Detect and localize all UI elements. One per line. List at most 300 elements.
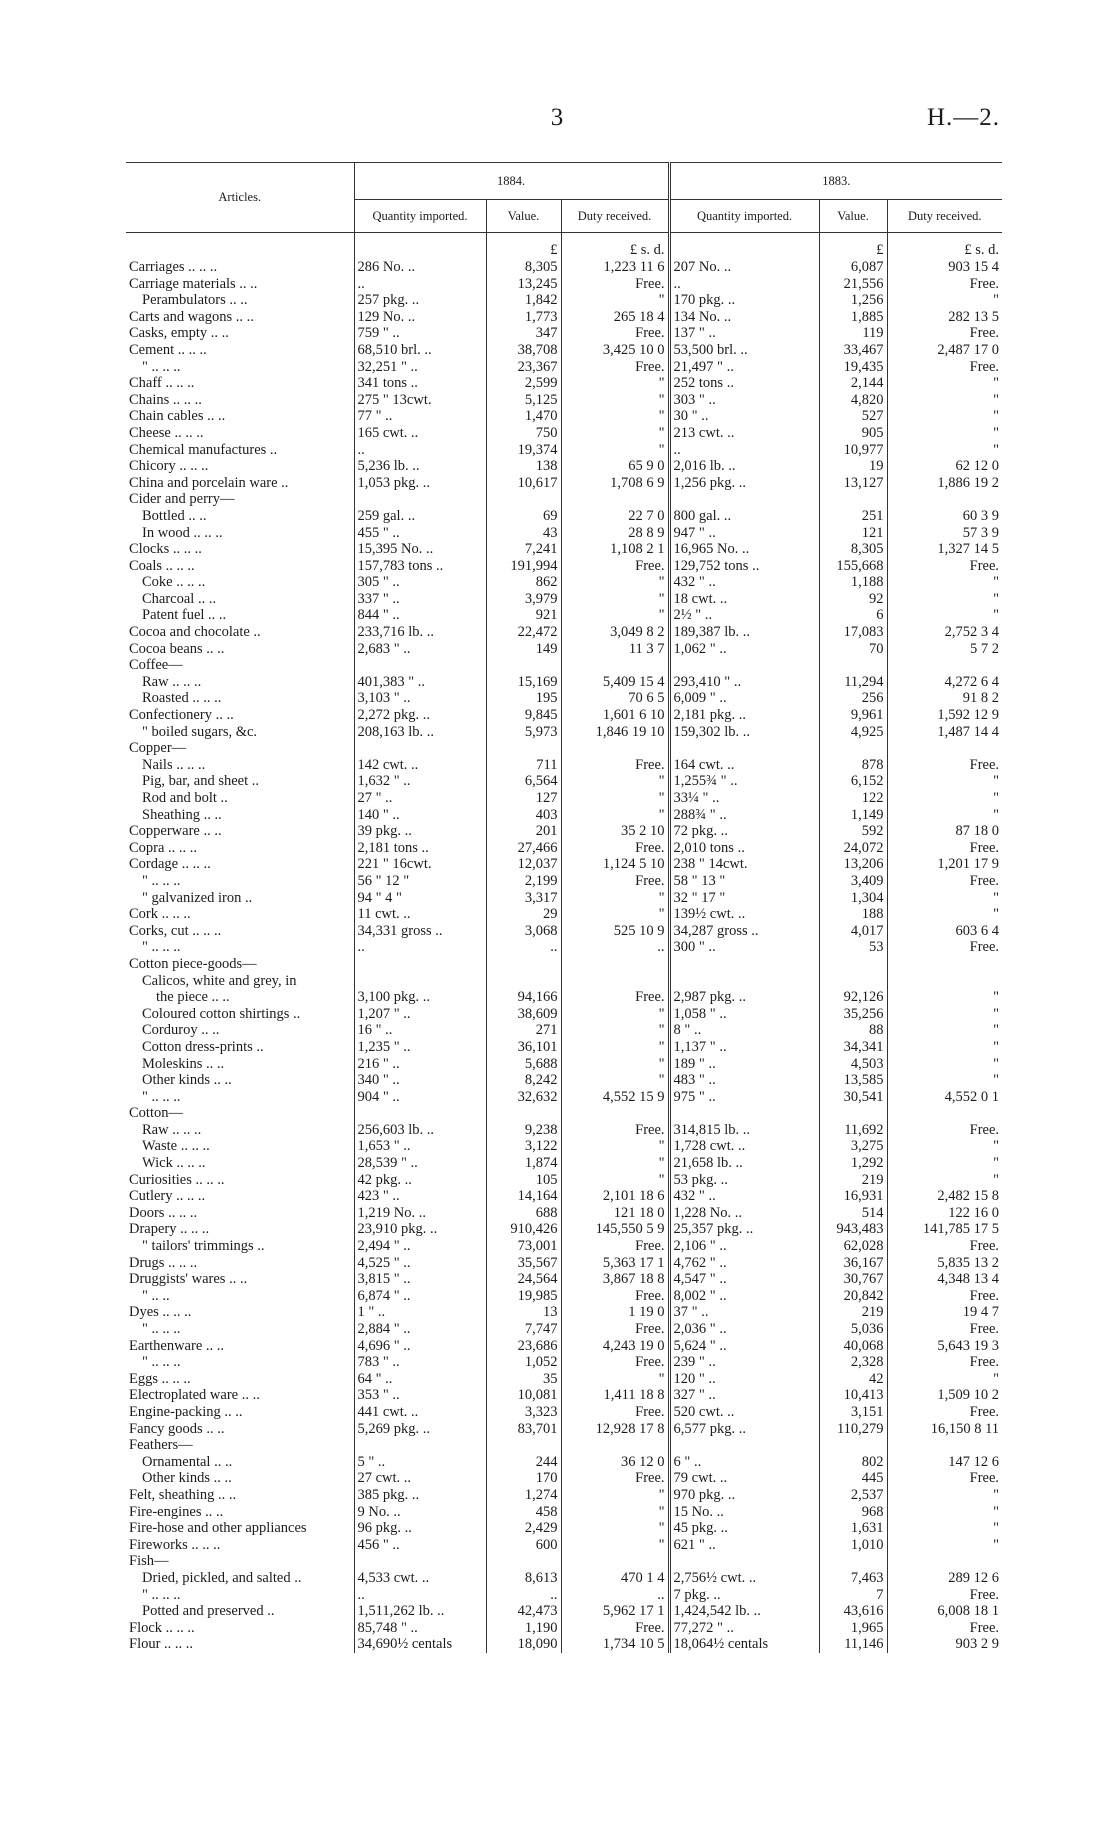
qty-1883-cell [669, 1553, 819, 1570]
table-row [126, 325, 1002, 342]
qty-1883-cell: 1,062 " .. [669, 641, 819, 658]
duty-1884-cell: Free. [561, 359, 669, 376]
qty-1884-cell [354, 491, 486, 508]
value-1883-cell: 42 [819, 1371, 887, 1388]
table-row [126, 956, 1002, 973]
table-row [126, 624, 1002, 641]
duty-1883-cell: Free. [887, 359, 1002, 376]
table-row [126, 458, 1002, 475]
value-1884-cell: 27,466 [486, 840, 561, 857]
value-1884-cell [486, 973, 561, 990]
table-row [126, 442, 1002, 459]
article-name-cell: Cocoa beans .. .. [129, 640, 225, 657]
qty-1883-cell: 239 " .. [669, 1354, 819, 1371]
qty-1884-cell: 5,269 pkg. .. [354, 1421, 486, 1438]
table-row [126, 840, 1002, 857]
duty-1884-cell: 5,962 17 1 [561, 1603, 669, 1620]
duty-1884-cell: 65 9 0 [561, 458, 669, 475]
article-name-cell: Copperware .. .. [129, 823, 222, 840]
duty-1883-cell: Free. [887, 1354, 1002, 1371]
value-1884-cell: 138 [486, 458, 561, 475]
article-name-cell: Cordage .. .. .. [129, 856, 211, 873]
value-1884-cell: 19,985 [486, 1288, 561, 1305]
qty-1883-cell: 139½ cwt. .. [669, 906, 819, 923]
qty-1884-cell: 2,272 pkg. .. [354, 707, 486, 724]
duty-1884-cell: 1,601 6 10 [561, 707, 669, 724]
article-name-cell: Raw .. .. .. [142, 1121, 202, 1138]
qty-1883-cell: 33¼ " .. [669, 790, 819, 807]
duty-1883-cell: Free. [887, 1404, 1002, 1421]
qty-1883-cell: 2½ " .. [669, 607, 819, 624]
value-1884-cell: 688 [486, 1205, 561, 1222]
duty-1883-cell [887, 740, 1002, 757]
value-1883-cell: 62,028 [819, 1238, 887, 1255]
table-row [126, 1504, 1002, 1521]
duty-1883-cell: 16,150 8 11 [887, 1421, 1002, 1438]
value-1884-cell: 73,001 [486, 1238, 561, 1255]
qty-1884-cell: 2,181 tons .. [354, 840, 486, 857]
qty-1883-cell: 432 " .. [669, 1188, 819, 1205]
duty-1883-cell: " [887, 989, 1002, 1006]
value-1883-cell: 92 [819, 591, 887, 608]
article-name-cell: " tailors' trimmings .. [142, 1238, 265, 1255]
table-row [126, 1636, 1002, 1653]
article-name-cell: Charcoal .. .. [142, 590, 217, 607]
qty-1883-cell: 159,302 lb. .. [669, 724, 819, 741]
value-1883-cell: 17,083 [819, 624, 887, 641]
table-row [126, 641, 1002, 658]
duty-1884-cell: " [561, 1520, 669, 1537]
qty-1884-cell: 27 " .. [354, 790, 486, 807]
article-name-cell: Perambulators .. .. [142, 292, 248, 309]
qty-1884-cell: 401,383 " .. [354, 674, 486, 691]
value-1884-cell: 910,426 [486, 1221, 561, 1238]
value-1884-cell: 35,567 [486, 1255, 561, 1272]
qty-1883-cell [669, 1437, 819, 1454]
table-row [126, 690, 1002, 707]
value-1884-cell: 3,068 [486, 923, 561, 940]
qty-1883-cell: 34,287 gross .. [669, 923, 819, 940]
duty-1884-cell [561, 1553, 669, 1570]
table-row [126, 1371, 1002, 1388]
article-name-cell: Coffee— [129, 657, 183, 674]
article-name-cell: Doors .. .. .. [129, 1204, 198, 1221]
duty-1883-cell: 19 4 7 [887, 1304, 1002, 1321]
duty-1883-cell: 6,008 18 1 [887, 1603, 1002, 1620]
qty-1884-cell: 385 pkg. .. [354, 1487, 486, 1504]
duty-1883-cell: 4,272 6 4 [887, 674, 1002, 691]
value-1883-cell: 34,341 [819, 1039, 887, 1056]
value-1883-cell [819, 491, 887, 508]
qty-1883-cell: 2,016 lb. .. [669, 458, 819, 475]
qty-1883-cell: 72 pkg. .. [669, 823, 819, 840]
value-1883-cell: 11,146 [819, 1636, 887, 1653]
value-1883-cell: 11,294 [819, 674, 887, 691]
value-1883-cell: 43,616 [819, 1603, 887, 1620]
article-name-cell: Nails .. .. .. [142, 756, 206, 773]
value-1883-cell: 6 [819, 607, 887, 624]
table-row [126, 740, 1002, 757]
value-1883-cell: 4,503 [819, 1056, 887, 1073]
duty-1884-cell: " [561, 1006, 669, 1023]
qty-1884-cell [354, 740, 486, 757]
duty-1884-cell: 3,867 18 8 [561, 1271, 669, 1288]
article-name-cell: Copper— [129, 740, 187, 757]
value-1884-cell: 149 [486, 641, 561, 658]
value-1884-cell [486, 740, 561, 757]
qty-1884-cell: 275 " 13cwt. [354, 392, 486, 409]
value-1883-cell: 3,151 [819, 1404, 887, 1421]
value-1883-cell: 9,961 [819, 707, 887, 724]
value-1883-cell: 7,463 [819, 1570, 887, 1587]
value-1883-cell: 251 [819, 508, 887, 525]
qty-1883-cell: 4,547 " .. [669, 1271, 819, 1288]
article-name-cell: Fire-engines .. .. [129, 1503, 224, 1520]
duty-1884-cell: Free. [561, 840, 669, 857]
duty-1884-cell: Free. [561, 1470, 669, 1487]
table-row [126, 1271, 1002, 1288]
value-1883-cell: 119 [819, 325, 887, 342]
duty-1884-cell [561, 740, 669, 757]
duty-1884-cell: " [561, 392, 669, 409]
value-1884-cell: 12,037 [486, 856, 561, 873]
qty-1883-cell: 1,255¾ " .. [669, 773, 819, 790]
article-name-cell: Chemical manufactures .. [129, 441, 278, 458]
qty-1883-cell [669, 491, 819, 508]
duty-1883-cell [887, 956, 1002, 973]
value-1884-cell [486, 1105, 561, 1122]
value-1884-cell: 458 [486, 1504, 561, 1521]
table-row [126, 1155, 1002, 1172]
table-row [126, 1072, 1002, 1089]
duty-1883-cell: " [887, 442, 1002, 459]
qty-1883-cell: 1,137 " .. [669, 1039, 819, 1056]
value-1884-cell: 750 [486, 425, 561, 442]
table-row [126, 890, 1002, 907]
duty-1883-cell: 1,886 19 2 [887, 475, 1002, 492]
qty-1883-cell [669, 740, 819, 757]
article-name-cell: In wood .. .. .. [142, 524, 223, 541]
duty-1883-cell [887, 491, 1002, 508]
value-1884-cell: 201 [486, 823, 561, 840]
value-1884-cell [486, 1553, 561, 1570]
duty-1883-header: Duty received. [887, 200, 1002, 233]
duty-1884-cell: 1,223 11 6 [561, 259, 669, 276]
unit-lsd-1883: £ s. d. [887, 233, 1002, 260]
duty-1883-cell: Free. [887, 1470, 1002, 1487]
duty-1883-cell: " [887, 607, 1002, 624]
table-row [126, 1437, 1002, 1454]
qty-1884-cell: 68,510 brl. .. [354, 342, 486, 359]
value-1884-cell: 6,564 [486, 773, 561, 790]
duty-1883-cell: 122 16 0 [887, 1205, 1002, 1222]
duty-1883-cell: " [887, 392, 1002, 409]
qty-1884-cell: 783 " .. [354, 1354, 486, 1371]
qty-1883-cell: 1,058 " .. [669, 1006, 819, 1023]
value-1883-cell: 188 [819, 906, 887, 923]
qty-1884-cell: 441 cwt. .. [354, 1404, 486, 1421]
duty-1884-cell: Free. [561, 1288, 669, 1305]
duty-1883-cell: " [887, 574, 1002, 591]
value-1884-cell: 35 [486, 1371, 561, 1388]
duty-1883-cell: " [887, 1537, 1002, 1554]
value-1883-cell: 10,977 [819, 442, 887, 459]
duty-1884-cell: 35 2 10 [561, 823, 669, 840]
duty-1884-cell: " [561, 1487, 669, 1504]
qty-1883-cell: 1,256 pkg. .. [669, 475, 819, 492]
value-1884-cell: 8,242 [486, 1072, 561, 1089]
qty-1883-cell: 21,658 lb. .. [669, 1155, 819, 1172]
duty-1883-cell: 5 7 2 [887, 641, 1002, 658]
value-1883-cell: 13,206 [819, 856, 887, 873]
qty-1884-cell: 1,053 pkg. .. [354, 475, 486, 492]
qty-1883-cell: 252 tons .. [669, 375, 819, 392]
qty-1883-cell: 8 " .. [669, 1022, 819, 1039]
value-1884-cell: 32,632 [486, 1089, 561, 1106]
duty-1883-cell: " [887, 1006, 1002, 1023]
table-row [126, 1553, 1002, 1570]
value-1883-cell: 219 [819, 1304, 887, 1321]
value-1883-cell [819, 657, 887, 674]
value-1883-cell: 20,842 [819, 1288, 887, 1305]
qty-1884-cell: 96 pkg. .. [354, 1520, 486, 1537]
duty-1884-cell [561, 956, 669, 973]
duty-1883-cell: Free. [887, 1620, 1002, 1637]
qty-1884-cell: 6,874 " .. [354, 1288, 486, 1305]
article-name-cell: Chains .. .. .. [129, 391, 202, 408]
value-1883-cell: 802 [819, 1454, 887, 1471]
duty-1883-cell: 603 6 4 [887, 923, 1002, 940]
duty-1884-cell: " [561, 1039, 669, 1056]
value-1883-cell: 1,292 [819, 1155, 887, 1172]
duty-1883-cell: Free. [887, 873, 1002, 890]
value-1883-cell: 1,885 [819, 309, 887, 326]
article-name-cell: Earthenware .. .. [129, 1337, 225, 1354]
duty-1884-cell: " [561, 790, 669, 807]
qty-1883-cell: 327 " .. [669, 1387, 819, 1404]
value-1883-cell: 36,167 [819, 1255, 887, 1272]
value-1883-cell: 10,413 [819, 1387, 887, 1404]
table-row [126, 259, 1002, 276]
qty-1883-cell [669, 956, 819, 973]
table-row [126, 359, 1002, 376]
qty-1883-cell: 170 pkg. .. [669, 292, 819, 309]
qty-1884-cell: 2,884 " .. [354, 1321, 486, 1338]
table-row [126, 1006, 1002, 1023]
article-name-cell: Dyes .. .. .. [129, 1304, 192, 1321]
duty-1883-cell: " [887, 1072, 1002, 1089]
qty-1884-cell: 4,696 " .. [354, 1338, 486, 1355]
qty-1884-cell: 2,683 " .. [354, 641, 486, 658]
value-1884-cell: 711 [486, 757, 561, 774]
value-1884-cell: 2,599 [486, 375, 561, 392]
value-1884-cell: .. [486, 1587, 561, 1604]
duty-1883-cell: " [887, 906, 1002, 923]
qty-1884-cell: 16 " .. [354, 1022, 486, 1039]
qty-1884-cell: 286 No. .. [354, 259, 486, 276]
qty-1883-cell: 37 " .. [669, 1304, 819, 1321]
qty-1884-cell: 1,511,262 lb. .. [354, 1603, 486, 1620]
article-name-cell: Cheese .. .. .. [129, 424, 204, 441]
qty-1883-cell: 2,010 tons .. [669, 840, 819, 857]
value-1883-cell: 3,409 [819, 873, 887, 890]
table-row [126, 1537, 1002, 1554]
qty-1883-cell [669, 657, 819, 674]
qty-1884-cell [354, 956, 486, 973]
duty-1883-cell: 5,643 19 3 [887, 1338, 1002, 1355]
value-1884-cell: 42,473 [486, 1603, 561, 1620]
qty-1884-cell: 1,219 No. .. [354, 1205, 486, 1222]
value-1884-cell: 1,842 [486, 292, 561, 309]
value-1883-cell: 6,087 [819, 259, 887, 276]
qty-1884-cell: 455 " .. [354, 525, 486, 542]
value-1883-cell: 968 [819, 1504, 887, 1521]
value-1884-cell: 105 [486, 1172, 561, 1189]
table-row [126, 1188, 1002, 1205]
duty-1884-cell: Free. [561, 1354, 669, 1371]
value-1884-header: Value. [486, 200, 561, 233]
table-row [126, 525, 1002, 542]
duty-1884-cell: 1,411 18 8 [561, 1387, 669, 1404]
duty-1883-cell: Free. [887, 939, 1002, 956]
value-1883-cell: 53 [819, 939, 887, 956]
qty-1883-cell: 800 gal. .. [669, 508, 819, 525]
duty-1883-cell: " [887, 408, 1002, 425]
value-1883-cell: 19,435 [819, 359, 887, 376]
table-row [126, 392, 1002, 409]
duty-1883-cell: 2,487 17 0 [887, 342, 1002, 359]
value-1884-cell: 43 [486, 525, 561, 542]
table-row [126, 309, 1002, 326]
table-row [126, 724, 1002, 741]
duty-1883-cell: 1,487 14 4 [887, 724, 1002, 741]
article-name-cell: Corks, cut .. .. .. [129, 922, 222, 939]
article-name-cell: " .. .. .. [142, 1354, 181, 1371]
qty-1883-cell: 21,497 " .. [669, 359, 819, 376]
table-row [126, 1487, 1002, 1504]
value-1884-cell: 36,101 [486, 1039, 561, 1056]
duty-1884-cell: Free. [561, 1321, 669, 1338]
article-name-cell: Corduroy .. .. [142, 1022, 220, 1039]
article-name-cell: Engine-packing .. .. [129, 1403, 243, 1420]
article-name-cell: Chicory .. .. .. [129, 458, 209, 475]
qty-1884-cell: .. [354, 939, 486, 956]
duty-1884-cell: " [561, 375, 669, 392]
duty-1883-cell: Free. [887, 558, 1002, 575]
qty-1883-cell: 18 cwt. .. [669, 591, 819, 608]
article-name-cell: " .. .. .. [142, 358, 181, 375]
table-row [126, 1172, 1002, 1189]
table-row [126, 1421, 1002, 1438]
duty-1883-cell: 87 18 0 [887, 823, 1002, 840]
qty-1884-cell [354, 973, 486, 990]
value-1884-cell: 14,164 [486, 1188, 561, 1205]
qty-1883-cell: 947 " .. [669, 525, 819, 542]
article-name-cell: Carts and wagons .. .. [129, 308, 254, 325]
value-1884-cell: 921 [486, 607, 561, 624]
qty-1884-cell: 34,690½ centals [354, 1636, 486, 1653]
value-1884-cell: 1,773 [486, 309, 561, 326]
value-1884-cell: .. [486, 939, 561, 956]
article-name-cell: Felt, sheathing .. .. [129, 1486, 237, 1503]
qty-1883-cell [669, 1105, 819, 1122]
value-1883-cell: 905 [819, 425, 887, 442]
duty-1884-cell: " [561, 607, 669, 624]
duty-1884-cell: 5,409 15 4 [561, 674, 669, 691]
article-name-cell: Cement .. .. .. [129, 341, 207, 358]
qty-1884-cell: .. [354, 1587, 486, 1604]
article-name-cell: Fish— [129, 1553, 169, 1570]
duty-1883-cell: Free. [887, 325, 1002, 342]
table-row [126, 1454, 1002, 1471]
duty-1883-cell: Free. [887, 1238, 1002, 1255]
value-1884-cell: 244 [486, 1454, 561, 1471]
qty-1884-cell: 1,653 " .. [354, 1138, 486, 1155]
qty-1883-cell: 6,009 " .. [669, 690, 819, 707]
qty-1883-cell: 32 " 17 " [669, 890, 819, 907]
article-name-cell: Ornamental .. .. [142, 1453, 233, 1470]
qty-1883-cell: 2,987 pkg. .. [669, 989, 819, 1006]
qty-1883-cell: 2,756½ cwt. .. [669, 1570, 819, 1587]
value-1884-cell: 5,973 [486, 724, 561, 741]
qty-1884-cell [354, 1553, 486, 1570]
duty-1884-cell: " [561, 1022, 669, 1039]
duty-1883-cell: " [887, 890, 1002, 907]
value-1884-cell: 94,166 [486, 989, 561, 1006]
duty-1884-cell: 28 8 9 [561, 525, 669, 542]
duty-1883-cell: Free. [887, 840, 1002, 857]
value-1883-cell: 3,275 [819, 1138, 887, 1155]
table-row [126, 1288, 1002, 1305]
qty-1883-cell: 970 pkg. .. [669, 1487, 819, 1504]
value-1884-cell: 69 [486, 508, 561, 525]
article-name-cell: " .. .. .. [142, 1586, 181, 1603]
article-name-cell: Fire-hose and other appliances [129, 1520, 307, 1537]
value-1884-cell: 9,238 [486, 1122, 561, 1139]
duty-1884-cell: 265 18 4 [561, 309, 669, 326]
duty-1884-cell: " [561, 591, 669, 608]
table-row [126, 1387, 1002, 1404]
value-1883-cell: 30,767 [819, 1271, 887, 1288]
qty-1884-cell: 4,525 " .. [354, 1255, 486, 1272]
table-row [126, 1570, 1002, 1587]
value-1883-cell: 4,017 [819, 923, 887, 940]
qty-1884-cell: 353 " .. [354, 1387, 486, 1404]
value-1883-cell: 1,149 [819, 807, 887, 824]
duty-1883-cell: 289 12 6 [887, 1570, 1002, 1587]
qty-1884-cell: 85,748 " .. [354, 1620, 486, 1637]
table-row [126, 1022, 1002, 1039]
duty-1883-cell: 1,201 17 9 [887, 856, 1002, 873]
table-row [126, 657, 1002, 674]
value-1884-cell [486, 956, 561, 973]
qty-1884-cell: 221 " 16cwt. [354, 856, 486, 873]
qty-1883-cell: 303 " .. [669, 392, 819, 409]
value-1884-cell: 3,317 [486, 890, 561, 907]
value-1883-cell: 2,144 [819, 375, 887, 392]
qty-1883-cell: 25,357 pkg. .. [669, 1221, 819, 1238]
table-row [126, 1603, 1002, 1620]
duty-1884-cell: Free. [561, 276, 669, 293]
duty-1883-cell: Free. [887, 1122, 1002, 1139]
article-name-cell: Calicos, white and grey, in [142, 972, 297, 989]
qty-1883-cell: 6 " .. [669, 1454, 819, 1471]
article-name-cell: Curiosities .. .. .. [129, 1171, 225, 1188]
qty-1884-cell: 256,603 lb. .. [354, 1122, 486, 1139]
value-1884-cell [486, 1437, 561, 1454]
value-1883-cell [819, 740, 887, 757]
article-name-cell: Clocks .. .. .. [129, 541, 202, 558]
